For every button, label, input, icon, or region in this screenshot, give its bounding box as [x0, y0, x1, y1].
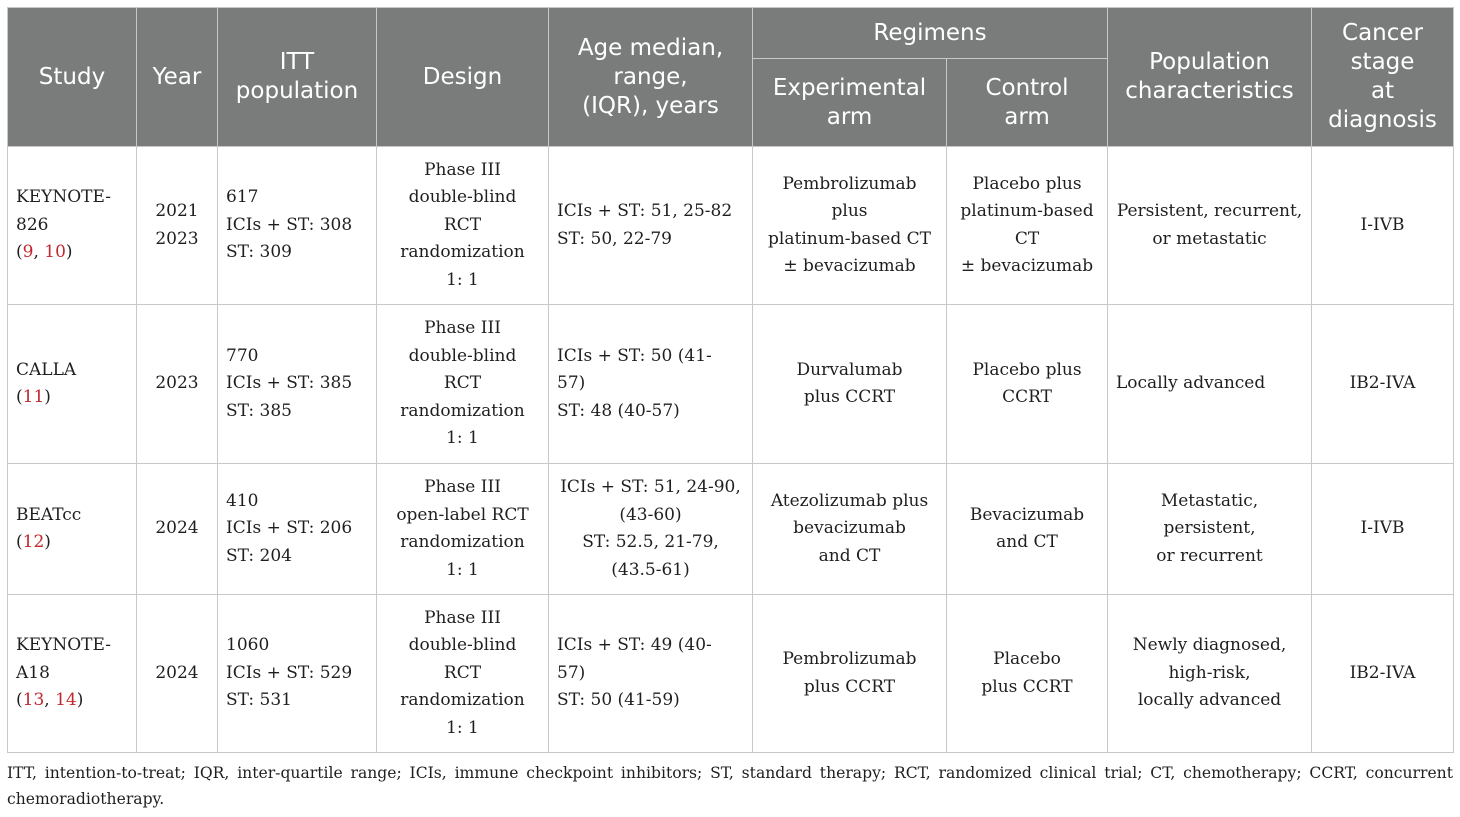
population-line: high-risk,	[1168, 662, 1251, 683]
cell-age	[549, 305, 753, 464]
cell-experimental-arm	[753, 147, 947, 305]
cell-age	[549, 464, 753, 595]
design-line: RCT	[443, 373, 482, 394]
header-stage	[1312, 8, 1454, 147]
cell-stage: IB2-IVA	[1312, 305, 1454, 464]
design-line: randomization	[400, 690, 525, 711]
population-line: persistent,	[1163, 518, 1256, 539]
cell-age	[549, 595, 753, 753]
cell-age	[549, 147, 753, 305]
study-name-line: BEATcc	[16, 504, 82, 525]
header-age	[549, 8, 753, 147]
control-line: and CT	[996, 532, 1058, 552]
study-refs: (12)	[16, 532, 51, 552]
year-line: 2023	[155, 373, 199, 394]
cell-study	[8, 305, 137, 464]
age-line: ICIs + ST: 51, 24-90,	[560, 477, 741, 497]
cell-control-arm	[947, 595, 1108, 753]
population-line: or recurrent	[1156, 545, 1263, 566]
header-regimens: Regimens	[753, 8, 1108, 59]
itt-line: ICIs + ST: 308	[226, 214, 353, 235]
design-line: randomization	[400, 400, 525, 421]
header-control-line: Control	[985, 74, 1069, 101]
population-line: Newly diagnosed,	[1132, 635, 1287, 656]
cell-population	[1108, 464, 1312, 595]
table-row	[8, 595, 1454, 753]
design-line: RCT	[443, 214, 482, 235]
experimental-line: ± bevacizumab	[783, 256, 916, 276]
cell-itt	[218, 595, 377, 753]
design-line: 1: 1	[446, 269, 479, 290]
age-line: ICIs + ST: 50 (41-	[557, 345, 712, 366]
design-line: randomization	[400, 242, 525, 263]
header-itt-line: population	[235, 78, 359, 104]
cell-population	[1108, 147, 1312, 305]
design-line: RCT	[443, 662, 482, 683]
design-line: Phase III	[424, 159, 501, 180]
experimental-line: Durvalumab	[796, 359, 903, 380]
design-line: 1: 1	[446, 428, 479, 449]
experimental-line: and CT	[818, 545, 881, 566]
cell-population	[1108, 305, 1312, 464]
study-name-line: CALLA	[16, 359, 77, 380]
header-age-line: Age median,	[577, 34, 724, 61]
header-age-line: (IQR), years	[582, 92, 719, 119]
design-line: Phase III	[424, 477, 501, 497]
control-line: plus CCRT	[981, 676, 1073, 697]
header-design: Design	[377, 8, 549, 147]
age-line: 57)	[557, 373, 586, 394]
reference-link[interactable]: 12	[22, 532, 45, 552]
header-control	[947, 59, 1108, 147]
cell-stage: I-IVB	[1312, 147, 1454, 305]
design-line: Phase III	[424, 607, 501, 628]
age-line: 57)	[557, 662, 586, 683]
cell-design	[377, 147, 549, 305]
year-line: 2024	[155, 662, 199, 683]
control-line: CT	[1014, 228, 1040, 249]
reference-link[interactable]: 13	[22, 690, 45, 711]
year-line: 2021	[155, 201, 199, 221]
design-line: double-blind	[408, 187, 517, 208]
header-stage-line: stage	[1350, 49, 1415, 75]
experimental-line: plus CCRT	[803, 387, 896, 407]
age-line: ST: 48 (40-57)	[557, 400, 680, 421]
reference-link[interactable]: 14	[55, 690, 77, 711]
header-itt-line: ITT	[279, 49, 315, 75]
reference-link[interactable]: 11	[22, 387, 45, 407]
population-line: or metastatic	[1152, 228, 1267, 249]
age-line: ST: 52.5, 21-79,	[582, 532, 719, 552]
cell-experimental-arm	[753, 595, 947, 753]
reference-link[interactable]: 9	[22, 242, 34, 263]
population-line: Persistent, recurrent,	[1116, 201, 1303, 221]
cell-study	[8, 595, 137, 753]
itt-line: ST: 309	[226, 242, 292, 263]
population-line: Locally advanced	[1116, 373, 1266, 394]
table-row	[8, 147, 1454, 305]
design-line: 1: 1	[446, 717, 479, 738]
year-line: 2024	[155, 518, 199, 539]
study-refs: (13, 14)	[16, 690, 84, 711]
experimental-line: Pembrolizumab	[782, 649, 917, 669]
design-line: Phase III	[424, 318, 501, 339]
cell-stage: I-IVB	[1312, 464, 1454, 595]
header-experimental	[753, 59, 947, 147]
trials-table	[7, 7, 1454, 753]
experimental-line: Pembrolizumab	[782, 173, 917, 194]
design-line: double-blind	[408, 635, 517, 656]
header-population-line: Population	[1149, 49, 1270, 75]
study-name-line: KEYNOTE-	[16, 187, 111, 208]
cell-itt	[218, 464, 377, 595]
itt-line: ST: 204	[226, 545, 292, 566]
cell-control-arm	[947, 147, 1108, 305]
table-container	[7, 7, 1453, 753]
header-experimental-line: Experimental	[772, 74, 927, 101]
table-row	[8, 464, 1454, 595]
cell-control-arm	[947, 464, 1108, 595]
age-line: ICIs + ST: 49 (40-	[557, 635, 712, 656]
itt-line: 1060	[226, 635, 270, 656]
cell-control-arm	[947, 305, 1108, 464]
header-age-line: range,	[613, 63, 688, 90]
population-line: Metastatic,	[1160, 490, 1259, 511]
cell-experimental-arm	[753, 464, 947, 595]
reference-link[interactable]: 10	[44, 242, 66, 263]
cell-study	[8, 464, 137, 595]
table-row	[8, 305, 1454, 464]
cell-population	[1108, 595, 1312, 753]
itt-line: ST: 531	[226, 690, 292, 711]
study-name-line: A18	[16, 662, 50, 683]
study-name-line: KEYNOTE-	[16, 635, 111, 656]
age-line: (43-60)	[619, 504, 682, 525]
cell-year	[137, 595, 218, 753]
itt-line: ICIs + ST: 529	[226, 662, 353, 683]
cell-design	[377, 305, 549, 464]
experimental-line: bevacizumab	[793, 518, 906, 539]
study-name-line: 826	[16, 214, 49, 235]
header-population	[1108, 8, 1312, 147]
cell-design	[377, 464, 549, 595]
table-footnote: ITT, intention-to-treat; IQR, inter-quartile range; ICIs, immune checkpoint inhibitors; ST, standard therapy; RCT, randomized clinical trial; CT, chemotherapy; CCRT, concurrent chemoradiotherapy.	[7, 764, 1453, 808]
itt-line: 617	[226, 187, 259, 208]
experimental-line: Atezolizumab plus	[770, 490, 929, 511]
study-refs: (9, 10)	[16, 242, 73, 263]
cell-year	[137, 464, 218, 595]
age-line: ST: 50, 22-79	[557, 228, 672, 249]
cell-study	[8, 147, 137, 305]
cell-stage: IB2-IVA	[1312, 595, 1454, 753]
design-line: double-blind	[408, 345, 517, 366]
header-itt	[218, 8, 377, 147]
year-line: 2023	[155, 228, 199, 249]
cell-itt	[218, 147, 377, 305]
control-line: Bevacizumab	[969, 504, 1085, 525]
itt-line: 770	[226, 345, 259, 366]
design-line: open-label RCT	[396, 504, 529, 525]
experimental-line: platinum-based CT	[768, 228, 931, 249]
control-line: Placebo	[993, 649, 1061, 669]
itt-line: ICIs + ST: 206	[226, 518, 353, 539]
header-stage-line: diagnosis	[1328, 107, 1437, 133]
cell-year	[137, 147, 218, 305]
population-line: locally advanced	[1137, 690, 1282, 711]
age-line: ICIs + ST: 51, 25-82	[557, 201, 733, 221]
age-line: (43.5-61)	[611, 559, 690, 580]
header-stage-line: Cancer	[1342, 20, 1423, 46]
header-row-top	[8, 8, 1454, 59]
cell-experimental-arm	[753, 305, 947, 464]
control-line: ± bevacizumab	[960, 256, 1094, 276]
control-line: CCRT	[1002, 387, 1052, 407]
header-study: Study	[8, 8, 137, 147]
header-year: Year	[137, 8, 218, 147]
experimental-line: plus CCRT	[803, 676, 896, 697]
cell-design	[377, 595, 549, 753]
itt-line: 410	[226, 490, 259, 511]
cell-year	[137, 305, 218, 464]
header-experimental-line: arm	[826, 103, 873, 130]
control-line: platinum-based	[960, 201, 1094, 221]
header-population-line: characteristics	[1125, 78, 1294, 104]
header-stage-line: at	[1370, 78, 1395, 104]
itt-line: ICIs + ST: 385	[226, 373, 353, 394]
design-line: randomization	[400, 532, 525, 552]
header-control-line: arm	[1004, 103, 1050, 130]
design-line: 1: 1	[446, 559, 479, 580]
itt-line: ST: 385	[226, 400, 292, 421]
experimental-line: plus	[831, 201, 868, 221]
cell-itt	[218, 305, 377, 464]
age-line: ST: 50 (41-59)	[557, 690, 680, 711]
control-line: Placebo plus	[972, 173, 1082, 194]
study-refs: (11)	[16, 387, 51, 407]
control-line: Placebo plus	[972, 359, 1082, 380]
